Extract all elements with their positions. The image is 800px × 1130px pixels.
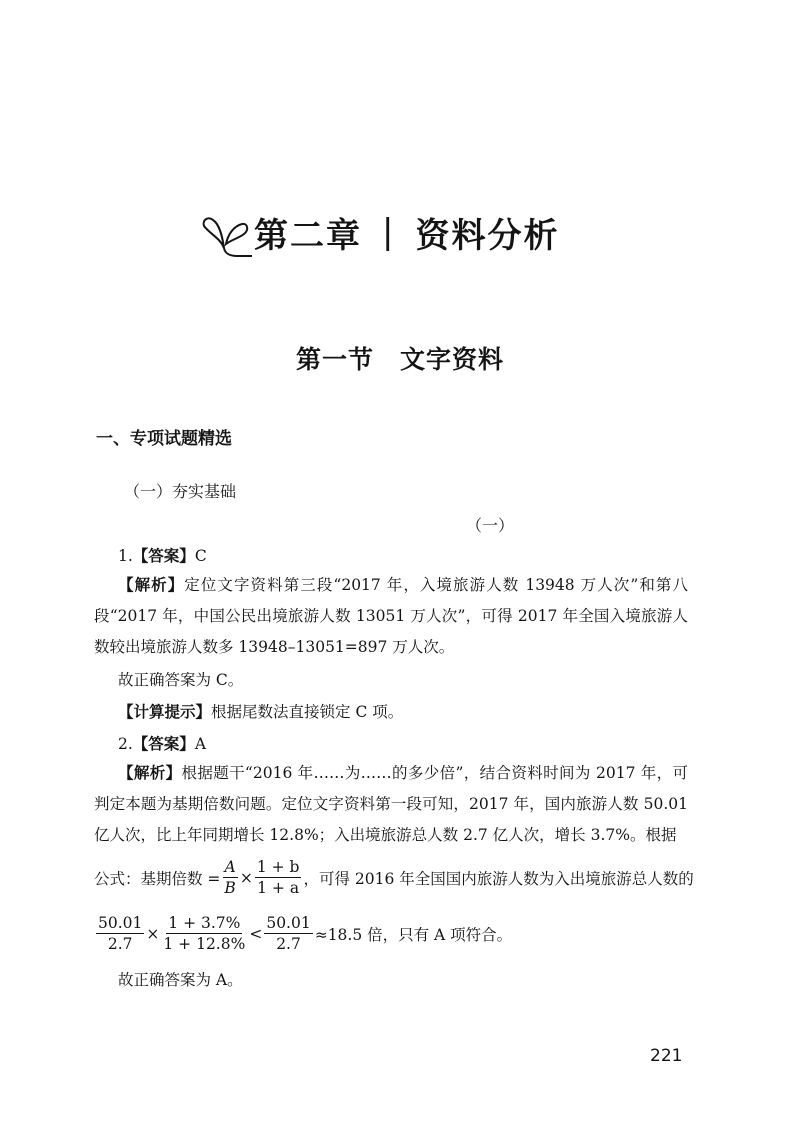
q2-prefix: 2. [118,735,133,753]
chapter-header [200,196,559,268]
q2-analysis-text: 根据题干“2016 年……为……的多少倍”，结合资料时间为 2017 年，可判定本题为基期倍数问题。定位文字资料第一段可知，2017 年，国内旅游人数 50.01 亿人次，比上年同期增长 12.8%；入出境旅游总人数 2.7 亿人次，增长 3.7%。根据 [94,764,688,844]
fraction-50-01-over-2-7 [96,914,144,953]
fraction-growth [255,858,302,897]
times-sign: × [239,868,253,887]
fraction-50-01-over-2-7-b [264,914,312,953]
q2-conclusion: 故正确答案为 A。 [118,971,243,989]
q1-analysis [94,570,688,663]
frac-den-b: B [224,879,236,897]
q1-conclusion: 故正确答案为 C。 [118,671,244,689]
fraction-a-over-b [222,858,237,897]
q2-analysis [94,758,688,851]
q2-answer-value: A [194,735,207,753]
q1-prefix: 1. [118,547,133,565]
heading-3: （一） [465,516,514,535]
q1-answer-value: C [194,547,207,565]
heading-1: 一、专项试题精选 [96,429,232,449]
fraction-rates [161,914,247,953]
approx-result: ≈18.5 倍，只有 A 项符合。 [314,925,513,944]
q2-formula-line-1 [94,858,694,897]
section-name: 文字资料 [400,345,505,374]
frac2-den3: 2.7 [276,935,301,953]
q1-tip [118,702,403,722]
frac2-num1: 50.01 [98,914,143,932]
q1-tip-tag: 【计算提示】 [118,703,212,721]
chapter-subtitle: 资料分析 [415,215,560,256]
q1-answer-tag: 【答案】 [132,547,195,565]
page-number: 221 [650,1046,683,1066]
less-than-sign: < [249,924,263,943]
q1-analysis-text: 定位文字资料第三段“2017 年，入境旅游人数 13948 万人次”和第八段“2017 年，中国公民出境旅游人数 13051 万人次”，可得 2017 年全国入境旅游人数较出境旅游人数多 13948–13051=897 万人次。 [94,576,688,656]
formula-tail: ，可得 2016 年全国国内旅游人数为入出境旅游总人数的 [303,869,694,888]
sprout-icon [200,204,252,260]
frac-num-1b: 1 + b [256,858,300,876]
q2-answer-tag: 【答案】 [132,735,195,753]
frac2-num2: 1 + 3.7% [168,914,241,932]
frac2-den1: 2.7 [107,935,133,953]
formula-lead: 公式：基期倍数 = [94,869,221,888]
q2-analysis-tag: 【解析】 [118,764,182,782]
section-title [0,340,800,376]
section-number: 第一节 [295,345,374,374]
chapter-separator: | [382,212,396,252]
heading-2: （一）夯实基础 [124,482,237,501]
q1-tip-text: 根据尾数法直接锁定 C 项。 [211,703,404,721]
frac2-num3: 50.01 [266,914,311,932]
q2-answer [118,734,206,754]
frac-num-a: A [224,858,236,876]
chapter-title: 第二章 [254,215,362,256]
frac-den-1a: 1 + a [257,879,300,897]
q1-analysis-tag: 【解析】 [118,576,185,594]
q1-answer [118,546,207,566]
q2-formula-line-2 [94,914,512,953]
times-sign-2: × [146,924,160,943]
frac2-den2: 1 + 12.8% [163,935,246,953]
